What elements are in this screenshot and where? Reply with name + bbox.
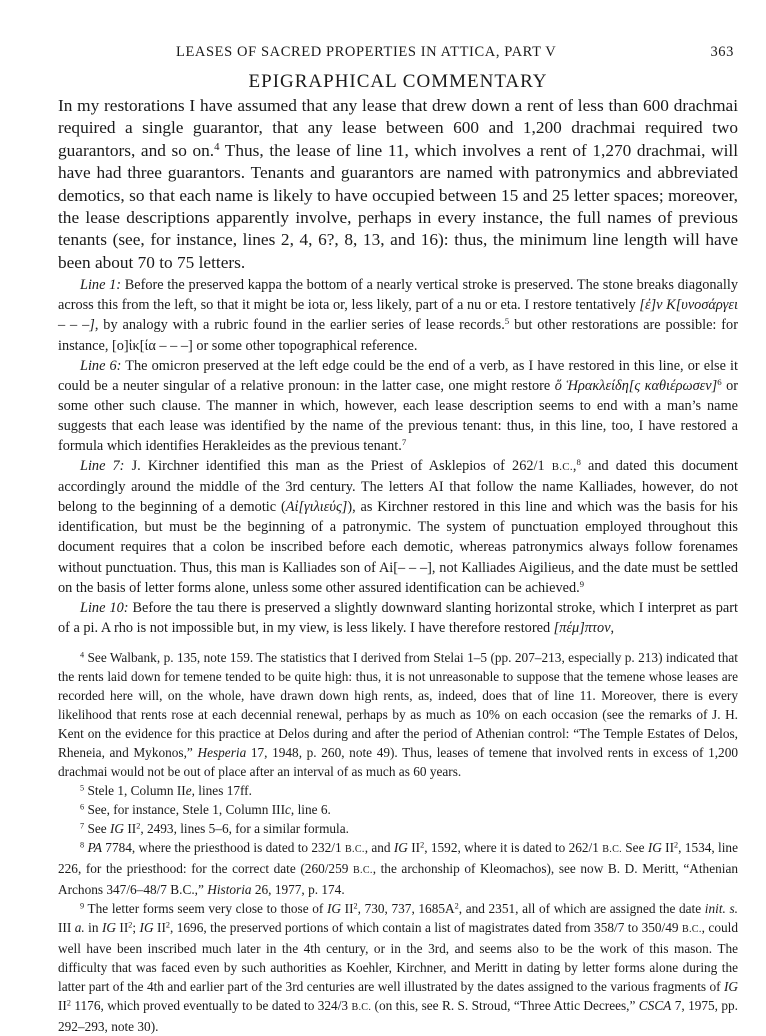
footnote-text: II [115,919,129,935]
footnote-ref-9: 9 [579,578,585,589]
footnote-text: II [153,919,166,935]
footnote-number: 8 [80,840,85,850]
footnote-text: , 1534, line 226, for the priesthood: for the correct date (260/259 [58,839,738,876]
corpus-abbrev: IG [326,900,342,916]
commentary-label: Line 10: [80,599,129,616]
running-title: LEASES OF SACRED PROPERTIES IN ATTICA, PART V [176,44,557,60]
footnote-text: , and 2351, all of which are assigned the date [458,900,705,916]
edition-superscript: 2 [454,901,459,911]
edition-superscript: 2 [66,998,71,1008]
footnote-text: See Walbank, p. 135, note 159. The statistics that I derived from Stelai 1–5 (pp. 207–213, especially p. 213) indicated that the rents laid down for temene tended to be quite high: thus, it is not unreasonable to suppose that the temene whose leases are recorded here will, on the whole, have drawn down high rents, as, indeed, does that of line 11. Moreover, there is every likelihood that rents rose at each decennial renewal, perhaps by as much as 10% on each occasion (see the remarks of J. H. Kent on the evidence for this practice at Delos during and after the period of Athenian control: “The Temple Estates of Delos, Rheneia, and Mykonos,” [58,649,738,760]
commentary-text: , by analogy with a rubric found in the earlier series of lease records. [94,317,505,334]
greek-restoration: [ο]ἰκ[ία – – –] [112,337,193,354]
footnote-text: II [58,997,67,1013]
greek-restoration: [πέμ]πτον [553,619,611,636]
commentary-line-7 [58,456,738,598]
journal-title: CSCA [638,997,672,1013]
corpus-abbrev: IG [393,839,408,855]
footnote-8 [58,838,738,899]
footnote-text: , 2493, lines 5–6, for a similar formula. [140,820,349,836]
footnote-text: 26, 1977, p. 174. [251,881,345,897]
era-abbrev: B.C. [602,843,622,855]
footnote-text: 1176, which proved eventually to be dated to 324/3 [70,997,352,1013]
page [58,44,738,1036]
footnote-text: See [84,820,110,836]
footnote-text: , the archonship of Kleomachos), see now B. D. Meritt, “Athenian Archons 347/6–48/7 B.C.,” [58,860,738,897]
footnote-4 [58,648,738,781]
commentary-text: The omicron preserved at the left edge could be the end of a verb, as I have restored in this line, or else it could be a neuter singular of a relative pronoun: in the latter case, one might restore [58,357,738,394]
footnote-text: II [124,820,137,836]
column-letter: e [185,782,192,798]
footnote-text: 17, 1948, p. 260, note 49). Thus, leases of temene that involved rents in excess of 1,200 drachmai would not be out of place after an interval of as much as 60 years. [58,744,738,779]
column-letter: c [285,801,291,817]
era-abbrev: B.C. [551,461,573,474]
corpus-abbrev: IG [139,919,154,935]
footnote-text: , line 6. [290,801,331,817]
footnote-text: II [341,900,354,916]
footnote-text: ; [132,919,140,935]
footnote-text: in [84,919,102,935]
footnote-text: II [661,839,675,855]
date-abbrev: init. s. [704,900,738,916]
footnote-5 [58,781,738,800]
commentary-line-6 [58,356,738,456]
footnote-number: 6 [80,802,85,812]
commentary-text: but other restorations are possible: for instance, [58,317,738,354]
footnote-text: See, for instance, Stele 1, Column III [84,801,286,817]
commentary-line-1 [58,275,738,355]
commentary-text: J. Kirchner identified this man as the Priest of Asklepios of 262/1 [124,458,552,475]
footnote-text: , lines 17ff. [191,782,252,798]
footnote-text: See [621,839,648,855]
commentary-label: Line 1: [80,277,122,294]
era-abbrev: B.C. [352,864,373,876]
commentary-label: Line 6: [80,357,122,374]
footnote-text: Stele 1, Column II [84,782,186,798]
corpus-abbrev: PA [87,839,102,855]
commentary-text: Before the tau there is preserved a slightly downward slanting horizontal stroke, which I interpret as part of a pi. A rho is not impossible but, in my view, is less likely. I have therefore restored [58,599,738,636]
footnote-text: II [407,839,421,855]
footnote-ref-8: 8 [576,457,581,468]
intro-paragraph [58,95,738,274]
era-abbrev: B.C. [344,843,365,855]
footnote-text: , 1592, where it is dated to 262/1 [424,839,603,855]
page-number: 363 [710,44,734,60]
greek-restoration: [ἐ]ν Κ[υνοσάργει – – –] [58,297,738,334]
commentary-text: or some other topographical reference. [192,337,418,354]
commentary-text: , [610,619,615,636]
footnote-9 [58,899,738,1036]
footnote-number: 5 [80,783,85,793]
edition-superscript: 2 [420,840,425,850]
greek-restoration: Αἰ[γιλιεύς] [285,499,348,516]
commentary-label: Line 7: [80,458,125,475]
edition-superscript: 2 [136,821,141,831]
era-abbrev: B.C. [351,1001,372,1013]
edition-superscript: 2 [674,840,679,850]
footnote-ref-5: 5 [504,316,510,327]
commentary-text: Before the preserved kappa the bottom of a nearly vertical stroke is preserved. The stone breaks diagonally across this from the left, so that it might be iota or, less likely, part of a nu or eta. I restore tentatively [58,277,738,314]
corpus-abbrev: IG [647,839,662,855]
edition-superscript: 2 [353,901,358,911]
edition-superscript: 2 [128,920,133,930]
footnote-text: , could well have been inscribed much later in the 4th century, or in the 3rd, and seems also to be the work of this mason. The difficulty that was faced even by such authorities as Koehler, Kirchner, and Meritt in dating by letter forms alone during the latter part of the 4th and earlier part of the 3rd centuries are well illustrated by the dates assigned to the various fragments of [58,919,738,994]
date-abbrev: a. [74,919,85,935]
footnote-text: , 730, 737, 1685A [357,900,455,916]
footnote-text: III [58,919,75,935]
footnote-6 [58,800,738,819]
footnote-number: 4 [80,650,85,660]
corpus-abbrev: IG [109,820,125,836]
commentary-text: , [572,458,577,475]
footnote-ref-4: 4 [214,140,220,153]
era-abbrev: B.C. [681,923,702,935]
intro-text: In my restorations I have assumed that any lease that drew down a rent of less than 600 drachmai required a single guarantor, that any lease between 600 and 1,200 drachmai required two guarantors, and so on. [58,96,738,160]
footnote-number: 7 [80,821,85,831]
footnote-text: , and [364,839,394,855]
commentary-text: ), as Kirchner restored in this line and which was the basis for his identification, but must be the beginning of a patronymic. The system of punctuation employed throughout this document requires that a colon be inscribed before each demotic, whereas patronymics always follow forenames without punctuation. Thus, this man is Kalliades son of Ai[– – –], not Kalliades Aigilieus, and the date must be settled on the basis of letter forms alone, unless some other assured identification can be achieved. [58,499,738,596]
journal-title: Hesperia [197,744,247,760]
footnotes [58,648,738,1036]
commentary-line-10 [58,598,738,638]
footnote-text: 7, 1975, pp. 292–293, note 30). [58,997,738,1034]
footnote-text: 7784, where the priesthood is dated to 232/1 [101,839,345,855]
journal-title: Historia [207,881,252,897]
footnote-ref-7: 7 [401,437,407,448]
footnote-text: (on this, see R. S. Stroud, “Three Attic Decrees,” [371,997,639,1013]
intro-text: Thus, the lease of line 11, which involves a rent of 1,270 drachmai, will have had three guarantors. Tenants and guarantors are named with patronymics and abbreviated demotics, so that each name is likely to have occupied between 15 and 25 letter spaces; moreover, the lease descriptions apparently involve, perhaps in every instance, the full names of previous tenants (see, for instance, lines 2, 4, 6?, 8, 13, and 16): thus, the minimum line length will have been about 70 to 75 letters. [58,140,739,272]
running-head [58,44,738,66]
footnote-ref-6: 6 [717,376,722,387]
edition-superscript: 2 [165,920,170,930]
section-title: EPIGRAPHICAL COMMENTARY [248,71,548,92]
footnote-7 [58,819,738,838]
greek-restoration: ὅ Ἡρακλείδη[ς καθιέρωσεν] [554,377,718,394]
commentary-text: or some other such clause. The manner in which, however, each lease description seems to end with a man’s name suggests that each lease was identified by the name of the previous tenant: thus, in this line, too, I have restored a formula which identifies Herakleides as the previous tenant. [58,377,739,454]
corpus-abbrev: IG [723,978,738,994]
footnote-text: , 1696, the preserved portions of which contain a list of magistrates dated from 358/7 to 350/49 [170,919,682,935]
footnote-number: 9 [80,901,85,911]
footnote-text: The letter forms seem very close to those of [84,900,327,916]
corpus-abbrev: IG [101,919,116,935]
commentary-text: and dated this document accordingly around the middle of the 3rd century. The letters AI that follow the name Kalliades, however, do not belong to the beginning of a demotic ( [58,458,738,516]
